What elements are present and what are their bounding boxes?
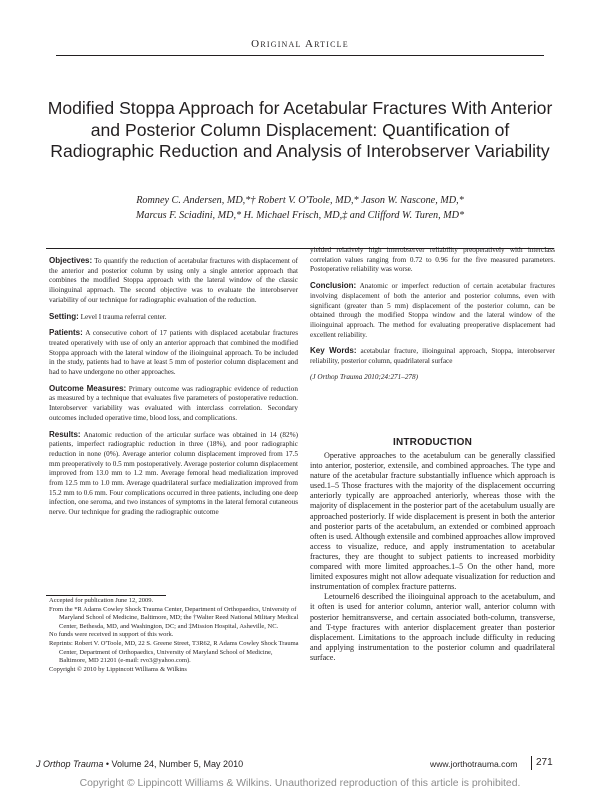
conclusion-label: Conclusion: xyxy=(310,281,357,291)
results-label: Results: xyxy=(49,429,81,439)
journal-website: www.jorthotrauma.com xyxy=(430,759,518,769)
footnote-reprints: Reprints: Robert V. O'Toole, MD, 22 S. Greene Street, T3R62, R Adams Cowley Shock Trauma Center, Department of Orthopaedics, University of Maryland School of Medicine, Baltimore, MD 21201 (e-mail: rvo3@yahoo.com). xyxy=(49,639,299,665)
introduction-paragraph-2: Letournel6 described the ilioinguinal approach to the acetabulum, and it often is used for anterior column, anterior wall, anterior column with posterior hemitransverse, and certain associated both-column, transverse, and T-type fractures with anterior displacement greater than posterior displacement. Limitations to the approach include difficulty in reducing and applying instrumentation to the posterior column and quadrilateral surface. xyxy=(310,592,555,662)
abstract-results xyxy=(49,430,298,518)
introduction-body xyxy=(310,451,555,663)
author-list xyxy=(60,193,540,223)
citation: (J Orthop Trauma 2010;24:271–278) xyxy=(310,372,419,381)
journal-name: J Orthop Trauma xyxy=(36,759,104,769)
section-label: Original Article xyxy=(251,38,349,50)
abstract-left-column xyxy=(49,256,298,524)
conclusion-text: Anatomic or imperfect reduction of certain acetabular fractures involving displacement of both the anterior and posterior columns, even with significant (greater than 5 mm) displacement of the posterior column, can be obtained through the modified Stoppa window and the lateral window of the ilioinguinal approach. The method for evaluating preoperative displacement had excellent reliability. xyxy=(310,282,555,339)
footnote-funds: No funds were received in support of this work. xyxy=(49,631,174,639)
author-line-1: Romney C. Andersen, MD,*† Robert V. O'Toole, MD,* Jason W. Nascone, MD,* xyxy=(136,195,464,206)
footnotes xyxy=(49,597,299,674)
abstract-conclusion xyxy=(310,281,555,340)
introduction-heading: INTRODUCTION xyxy=(392,437,473,448)
outcome-text: Primary outcome was radiographic evidence of reduction as measured by a technique that evaluates five parameters of postoperative reduction. Interobserver variability was evaluated with interclass correlation. Secondary outcomes included operative time, blood loss, and complications. xyxy=(49,384,298,422)
footnote-accepted: Accepted for publication June 12, 2009. xyxy=(49,597,154,604)
abstract-setting xyxy=(49,312,298,323)
author-line-2: Marcus F. Sciadini, MD,* H. Michael Frisch, MD,‡ and Clifford W. Turen, MD* xyxy=(135,210,465,221)
copyright-watermark: Copyright © Lippincott Williams & Wilkins. Unauthorized reproduction of this article is prohibited. xyxy=(79,778,521,789)
outcome-label: Outcome Measures: xyxy=(49,383,127,393)
journal-issue: • Volume 24, Number 5, May 2010 xyxy=(103,759,244,769)
footnote-affiliations: From the *R Adams Cowley Shock Trauma Center, Department of Orthopaedics, University of Maryland School of Medicine, Baltimore, MD; the †Walter Reed National Military Medical Center, Bethesda, MD, and Washington, DC; and ‡Mission Hospital, Asheville, NC. xyxy=(49,605,299,630)
objectives-label: Objectives: xyxy=(49,256,93,265)
objectives-text: To quantify the reduction of acetabular fractures with displacement of the anterior and posterior column by using only a single anterior approach that combines the modified Stoppa approach with the lateral window of the classic ilioinguinal approach. The second objective was to evaluate the interobserver variability of our technique for radiographic evaluation of the reduction. xyxy=(49,257,298,304)
header-rule xyxy=(56,55,544,56)
page-number: 271 xyxy=(536,757,553,768)
setting-label: Setting: xyxy=(49,311,79,321)
page-number-divider xyxy=(531,756,532,770)
journal-footer xyxy=(36,759,243,769)
abstract-keywords xyxy=(310,346,555,366)
results-text: Anatomic reduction of the articular surface was obtained in 14 (82%) patients, imperfect radiographic reduction in three (18%), and poor radiographic reduction in none (0%). Average anterior column displacement improved from 17.5 mm preoperatively to 0.5 mm postoperatively. Average posterior column displacement improved from 13.0 mm to 1.2 mm. Average femoral head medialization improved from 12.5 mm to 1.0 mm. Average quadrilateral surface medialization improved from 15.2 mm to 0.6 mm. Four complications occurred in three patients, including one deep infection, one seroma, and two instances of symptoms in the lateral femoral cutaneous nerve. Our technique for grading the radiographic outcome xyxy=(49,430,298,517)
introduction-paragraph-1: Operative approaches to the acetabulum can be generally classified into anterior, posterior, extensile, and combined approaches. The type and nature of the acetabular fracture substantially influence which approach is used.1–5 Those fractures with the majority of the displacement occurring anteriorly typically are approached anteriorly, whereas those with the majority of displacement in the posterior part of the acetabulum usually are approached posteriorly. If wide displacement is present in both the anterior and posterior parts of the acetabulum, an extended or combined approach often is used. Although extensile and combined approaches allow improved access to visualize, reduce, and apply instrumentation to acetabular fractures, they are thought to subject patients to increased morbidity compared with more limited approaches.1–5 On the other hand, more limited exposures might not allow adequate visualization for reduction and instrumentation of complex fracture patterns. xyxy=(310,451,556,592)
keywords-label: Key Words: xyxy=(310,346,357,356)
abstract-objectives xyxy=(49,256,298,306)
patients-text: A consecutive cohort of 17 patients with displaced acetabular fractures treated operatively with use of only an anterior approach that combined the modified Stoppa approach with the lateral window of the ilioinguinal approach. To be included in the study, patients had to have at least 5 mm of posterior column displacement and had to have undergone no other approaches. xyxy=(49,329,298,377)
abstract-right-column xyxy=(310,246,555,388)
abstract-patients xyxy=(49,328,298,378)
footnote-copyright: Copyright © 2010 by Lippincott Williams & Wilkins xyxy=(49,665,187,673)
patients-label: Patients: xyxy=(49,328,83,338)
abstract-outcome xyxy=(49,384,298,424)
footnote-rule xyxy=(46,595,166,596)
setting-text: Level I trauma referral center. xyxy=(80,312,167,321)
abstract-results-continued: yielded relatively high interobserver reliability preoperatively with interclass correlation values ranging from 0.72 to 0.96 for the five measured parameters. Postoperative reliability was worse. xyxy=(310,246,555,274)
article-title: Modified Stoppa Approach for Acetabular Fractures With Anterior and Posterior Column Displacement: Quantification of Radiographic Reduction and Analysis of Interobserver Variability xyxy=(47,98,553,161)
keywords-text: acetabular fracture, ilioinguinal approach, Stoppa, interobserver reliability, posterior column, quadrilateral surface xyxy=(310,347,556,366)
